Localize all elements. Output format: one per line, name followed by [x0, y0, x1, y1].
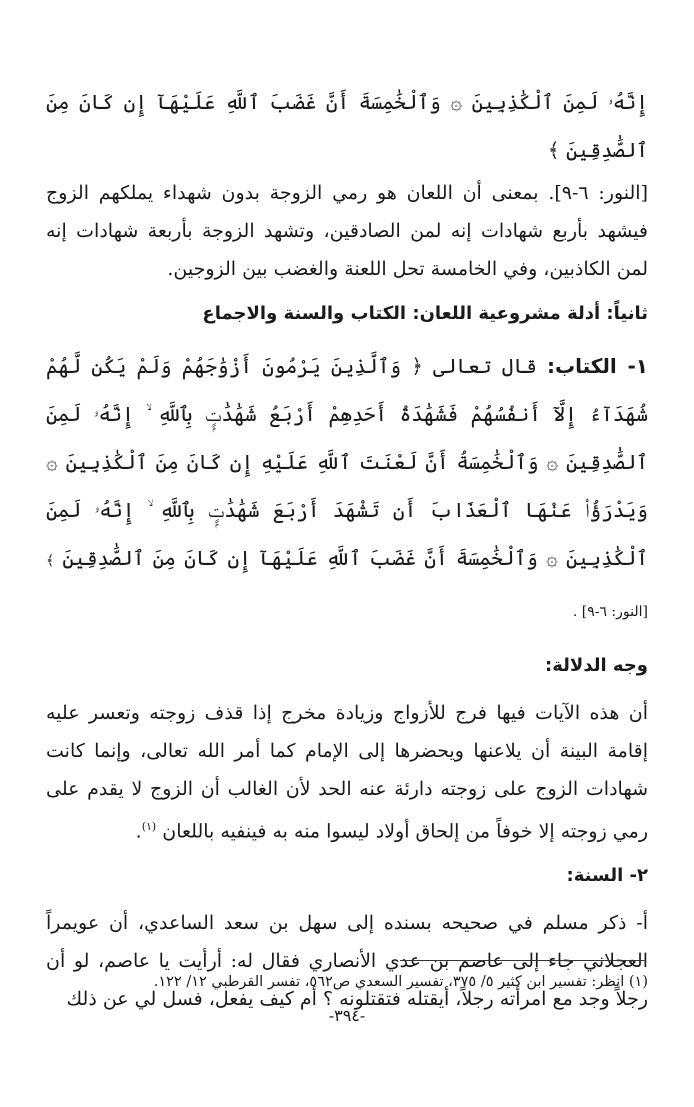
section-heading-evidence: ثانياً: أدلة مشروعية اللعان: الكتاب والسنة والاجماع — [202, 303, 648, 324]
page-number: -٣٩٤- — [328, 1006, 366, 1025]
footnote-divider — [400, 960, 646, 961]
dalala-heading: وجه الدلالة: — [545, 655, 648, 676]
book-intro: قال تعالى ﴿ — [411, 354, 537, 378]
dalala-text: أن هذه الآيات فيها فرج للأزواج وزيادة مخرج إذا قذف زوجته وتعسر عليه إقامة البينة أن يلاعنها ويحضرها إلى الإمام كما أمر الله تعالى، وإنما كانت شهادات الزوج على زوجته دارئة عنه الحد لأن الغالب أن الزوج لا يقدم على رمي زوجته إلا خوفاً من إلحاق أولاد ليسوا منه به فينفيه باللعان — [46, 702, 648, 843]
book-paragraph — [46, 342, 648, 636]
dalala-paragraph — [46, 694, 648, 850]
verse-top: إِنَّهُۥ لَمِنَ ٱلْكَٰذِبِينَ ۞ وَٱلْخَٰمِسَةَ أَنَّ غَضَبَ ٱللَّهِ عَلَيْهَآ إِن كَانَ مِنَ ٱلصَّٰدِقِينَ ﴾ — [46, 90, 648, 162]
footnote-marker: (١) — [141, 820, 157, 833]
sunna-heading: ٢- السنة: — [566, 865, 648, 887]
book-verse: وَٱلَّذِينَ يَرْمُونَ أَزْوَٰجَهُمْ وَلَمْ يَكُن لَّهُمْ شُهَدَآءُ إِلَّآ أَنفُسُهُمْ فَشَهَٰدَةُ أَحَدِهِمْ أَرْبَعُ شَهَٰدَٰتٍۭ بِٱللَّهِ ۙ إِنَّهُۥ لَمِنَ ٱلصَّٰدِقِينَ ۞ وَٱلْخَٰمِسَةُ أَنَّ لَعْنَتَ ٱللَّهِ عَلَيْهِ إِن كَانَ مِنَ ٱلْكَٰذِبِينَ ۞ وَيَدْرَؤُا۟ عَنْهَا ٱلْعَذَابَ أَن تَشْهَدَ أَرْبَعَ شَهَٰدَٰتٍۭ بِٱللَّهِ ۙ إِنَّهُۥ لَمِنَ ٱلْكَٰذِبِينَ ۞ وَٱلْخَٰمِسَةَ أَنَّ غَضَبَ ٱللَّهِ عَلَيْهَآ إِن كَانَ مِنَ ٱلصَّٰدِقِينَ — [46, 354, 648, 570]
sunna-paragraph: أ- ذكر مسلم في صحيحه بسنده إلى سهل بن سعد الساعدي، أن عويمراً العجلاني جاء إلى عاصم بن عدي الأنصاري فقال له: أرأيت يا عاصم، لو أن رجلاً وجد مع امرأته رجلاً، أيقتله فتقتلونه ؟ أم كيف يفعل، فسل لي عن ذلك — [46, 912, 648, 1011]
book-verse-ref: ﴾ [النور: ٦-٩] . — [46, 553, 648, 620]
book-label: ١- الكتاب: — [547, 354, 648, 378]
definition-paragraph: [النور: ٦-٩]. بمعنى أن اللعان هو رمي الزوجة بدون شهداء يملكهم الزوج فيشهد بأربع شهادات إنه لمن الصادقين، وتشهد الزوجة بأربعة شهادات إنه لمن الكاذبين، وفي الخامسة تحل اللعنة والغضب بين الزوجين. — [46, 182, 648, 280]
dalala-end: . — [135, 820, 142, 843]
footnote: (١) انظر: تفسير ابن كثير ٥/ ٣٧٥، تفسير السعدي ص٥٦٢، تفسر القرطبي ١٢/ ١٢٢. — [153, 974, 648, 990]
